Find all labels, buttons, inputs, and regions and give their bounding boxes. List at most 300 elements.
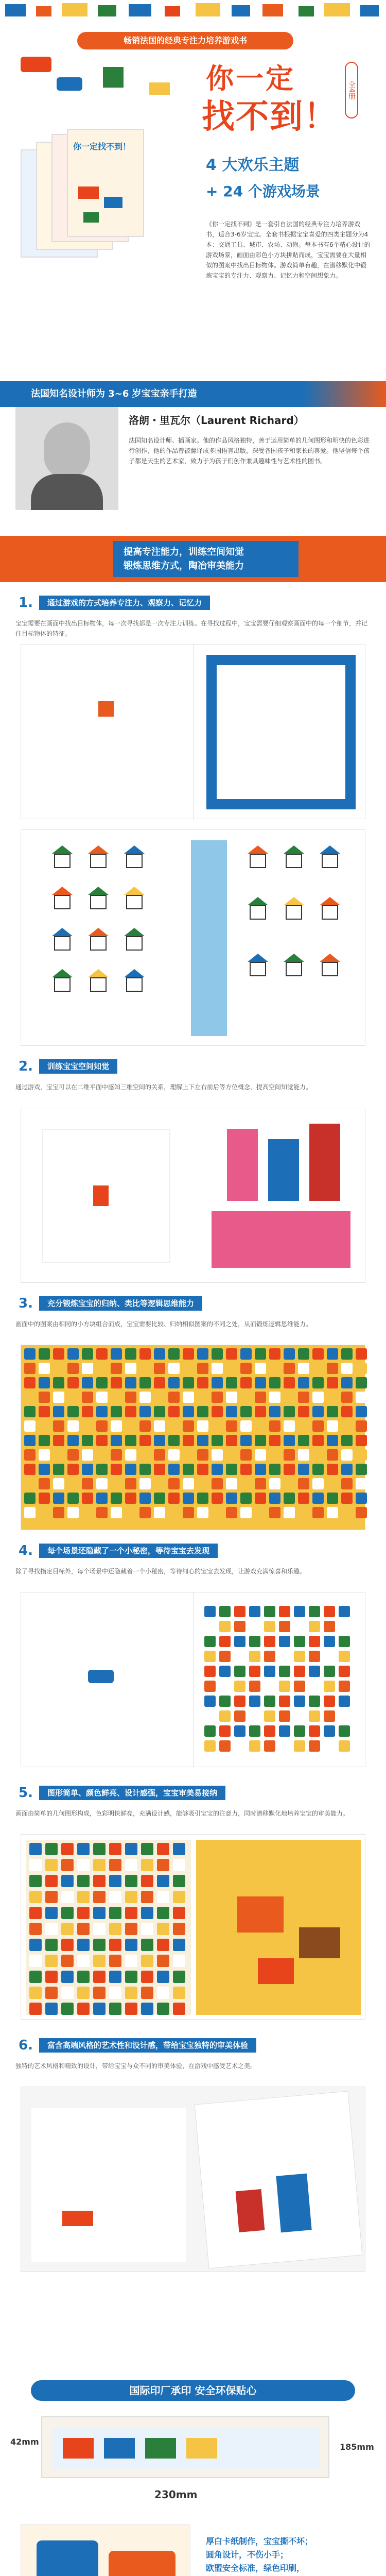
mosaic-tile [154,1449,165,1461]
mosaic-tile [356,1348,367,1360]
mosaic-tile [264,1666,275,1677]
mosaic-tile [39,1464,50,1475]
mosaic-tile [234,1681,245,1692]
mosaic-tile [312,1464,324,1475]
mosaic-tile [77,2003,90,2015]
mosaic-tile [67,1449,79,1461]
mosaic-tile [168,1449,180,1461]
mosaic-tile [53,1478,64,1489]
mosaic-tile [111,1493,122,1504]
mosaic-tile [269,1420,280,1432]
mosaic-tile [168,1478,180,1489]
mosaic-tile [173,1955,185,1967]
mosaic-tile [183,1392,194,1403]
author-bio: 法国知名设计师、插画家。他的作品风格独特，善于运用简单的几何图形和明快的色彩进行创作，他的作品曾被翻译成多国语言出版，深受各国孩子和家长的喜爱。他坚信每个孩子都是天生的艺术家，致力于为孩子们创作兼具趣味性与艺术性的图书。 [129,437,370,465]
mosaic-tile [312,1493,324,1504]
mosaic-tile [109,1907,121,1919]
mosaic-tile [77,1939,90,1951]
mosaic-tile [226,1377,237,1388]
mosaic-tile [255,1392,266,1403]
mosaic-tile [111,1363,122,1374]
mosaic-tile [219,1651,231,1662]
mosaic-tile [109,1939,121,1951]
mosaic-tile [45,2003,58,2015]
mosaic-tile [125,1348,136,1360]
mosaic-tile [168,1392,180,1403]
mosaic-tile [298,1406,309,1417]
mosaic-tile [96,1449,108,1461]
feature-line: 厚白卡纸制作，宝宝撕不坏； [206,2536,313,2546]
page-divider [193,1592,194,1768]
mosaic-tile [327,1507,338,1518]
mosaic-tile [53,1392,64,1403]
mosaic-tile [339,1636,350,1647]
mosaic-tile [341,1478,353,1489]
mosaic-tile [309,1725,320,1737]
mosaic-tile [77,1971,90,1983]
mosaic-tile [96,1406,108,1417]
mosaic-tile [168,1377,180,1388]
mosaic-tile [183,1464,194,1475]
mosaic-tile [197,1363,208,1374]
mosaic-tile [61,2003,74,2015]
mosaic-tile [309,1696,320,1707]
mosaic-tile [82,1348,93,1360]
mosaic-tile [219,1606,231,1617]
mosaic-tile [141,1987,153,1999]
mosaic-tile [309,1636,320,1647]
mosaic-tile [61,1859,74,1871]
mosaic-tile [24,1464,36,1475]
mosaic-tile [284,1348,295,1360]
mosaic-tile [234,1666,245,1677]
mosaic-tile [269,1377,280,1388]
hero-title-line1: 你一定 [206,62,295,95]
mosaic-tile [212,1377,223,1388]
mosaic-tile [269,1449,280,1461]
mosaic-tile [183,1507,194,1518]
mosaic-tile [109,1891,121,1903]
mosaic-tile [212,1493,223,1504]
mosaic-tile [204,1740,216,1752]
mosaic-tile [24,1348,36,1360]
mosaic-tile [226,1464,237,1475]
mosaic-tile [173,1987,185,1999]
mosaic-tile [341,1377,353,1388]
mosaic-tile [249,1651,260,1662]
mosaic-tile [219,1621,231,1632]
mosaic-tile [125,1377,136,1388]
mosaic-tile [82,1406,93,1417]
mosaic-tile [255,1478,266,1489]
mosaic-tile [298,1348,309,1360]
mosaic-tile [249,1725,260,1737]
section-title: 富含高端风格的艺术性和设计感，带给宝宝独特的审美体验 [39,2038,256,2053]
mosaic-tile [39,1478,50,1489]
mosaic-tile [327,1435,338,1446]
mosaic-tile [125,1891,137,1903]
mosaic-tile [109,1843,121,1855]
mosaic-tile [96,1392,108,1403]
mosaic-tile [309,1740,320,1752]
mosaic-tile [173,1843,185,1855]
feature-image [21,2524,190,2576]
section-2-header [15,1056,371,1077]
section-1-spread-image [21,644,365,819]
mosaic-tile [154,1507,165,1518]
mosaic-tile [240,1478,252,1489]
mosaic-tile [264,1681,275,1692]
section-4-spread-image [21,1592,365,1767]
section-number: 4. [19,1543,33,1558]
mosaic-tile [341,1449,353,1461]
mosaic-tile [226,1435,237,1446]
mosaic-tile [29,2003,42,2015]
mosaic-tile [284,1377,295,1388]
mosaic-tile [24,1377,36,1388]
mosaic-tile [157,1955,169,1967]
mosaic-tile [93,1971,106,1983]
mosaic-tile [255,1493,266,1504]
mosaic-tile [82,1493,93,1504]
section-desc: 画面由简单的几何图形构成，色彩明快鲜亮，充满设计感，能够吸引宝宝的注意力，同时潜移默化地培养宝宝的审美能力。 [15,1810,349,1817]
section-1-header [15,592,371,613]
mosaic-tile [77,1875,90,1887]
car-icon [88,1670,114,1683]
mosaic-tile [125,1939,137,1951]
mosaic-tile [61,1875,74,1887]
mosaic-tile [324,1621,335,1632]
mosaic-tile [61,1923,74,1935]
mosaic-tile [173,1939,185,1951]
mosaic-tile [93,1955,106,1967]
mosaic-tile [264,1725,275,1737]
mosaic-tile [356,1363,367,1374]
section-title: 充分锻炼宝宝的归纳、类比等逻辑思维能力 [39,1296,202,1311]
mosaic-tile [204,1725,216,1737]
mosaic-tile [183,1406,194,1417]
mosaic-tile [183,1478,194,1489]
mosaic-tile [39,1406,50,1417]
mosaic-tile [298,1363,309,1374]
mosaic-tile [219,1740,231,1752]
mosaic-tile [45,1923,58,1935]
mosaic-tile [294,1710,305,1722]
section-title: 每个场景还隐藏了一个小秘密，等待宝宝去发现 [39,1544,218,1558]
mosaic-tile [264,1696,275,1707]
mosaic-tile [139,1493,151,1504]
mosaic-tile [77,1859,90,1871]
mosaic-tile [29,1843,42,1855]
mosaic-tile [139,1348,151,1360]
decor-house-icon [103,67,124,88]
mosaic-tile [226,1493,237,1504]
mosaic-tile [255,1363,266,1374]
mosaic-tile [39,1377,50,1388]
mosaic-tile [96,1348,108,1360]
volume-badge: 全4册 [345,62,358,118]
mosaic-tile [24,1507,36,1518]
road [191,840,227,1036]
mosaic-tile [197,1392,208,1403]
mosaic-tile [234,1696,245,1707]
mosaic-tile [157,2003,169,2015]
mosaic-tile [24,1406,36,1417]
section-6-header [15,2035,371,2056]
mosaic-tile [125,1955,137,1967]
mosaic-tile [324,1636,335,1647]
mosaic-tile [212,1348,223,1360]
mosaic-tile [255,1406,266,1417]
mosaic-tile [240,1464,252,1475]
mosaic-tile [77,1923,90,1935]
mosaic-tile [168,1493,180,1504]
mosaic-tile [109,1971,121,1983]
mosaic-tile [183,1348,194,1360]
mosaic-tile [61,1907,74,1919]
mosaic-tile [269,1435,280,1446]
bus-icon [62,2211,93,2226]
building-icon [227,1129,258,1201]
mosaic-tile [109,2003,121,2015]
mosaic-tile [111,1392,122,1403]
mosaic-tile [141,1875,153,1887]
cow-icon [237,1896,284,1933]
mosaic-tile [264,1651,275,1662]
mosaic-tile [77,1987,90,1999]
mosaic-tile [309,1651,320,1662]
mosaic-tile [234,1651,245,1662]
mosaic-tile [53,1493,64,1504]
book-cover-title: 你一定找不到！ [73,142,131,151]
mosaic-tile [125,1406,136,1417]
mosaic-tile [309,1606,320,1617]
section-6-spread-image [21,2087,365,2272]
mosaic-tile [279,1621,290,1632]
mosaic-tile [141,1955,153,1967]
mosaic-tile [29,1939,42,1951]
mosaic-tile [249,1606,260,1617]
mosaic-tile [219,1710,231,1722]
mosaic-tile [298,1449,309,1461]
mosaic-tile [197,1435,208,1446]
mosaic-tile [279,1681,290,1692]
mosaic-tile [204,1651,216,1662]
mosaic-tile [111,1406,122,1417]
mosaic-tile [173,1859,185,1871]
feature-line: 圆角设计，不伤小手； [206,2550,289,2560]
mosaic-tile [284,1464,295,1475]
mosaic-tile [279,1696,290,1707]
section-desc: 除了寻找指定目标外，每个场景中还隐藏着一个小秘密，等待细心的宝宝去发现，让游戏充满惊喜和乐趣。 [15,1568,306,1575]
mosaic-tile [154,1348,165,1360]
mosaic-tile [111,1348,122,1360]
mosaic-tile [24,1493,36,1504]
mosaic-tile [279,1636,290,1647]
mosaic-tile [219,1636,231,1647]
mosaic-tile [341,1507,353,1518]
mosaic-tile [93,1891,106,1903]
mosaic-tile [125,1449,136,1461]
certification-banner: 国际印厂承印 安全环保贴心 [31,2380,355,2401]
mosaic-tile [264,1621,275,1632]
mosaic-tile [125,1859,137,1871]
mosaic-tile [125,1923,137,1935]
spec-depth: 42mm [10,2437,39,2447]
mosaic-tile [269,1507,280,1518]
mosaic-tile [324,1651,335,1662]
mosaic-tile [168,1507,180,1518]
feature-list [206,2535,329,2576]
mosaic-tile [212,1464,223,1475]
mosaic-tile [219,1696,231,1707]
mosaic-tile [226,1420,237,1432]
mosaic-tile [312,1420,324,1432]
mosaic-tile [93,1875,106,1887]
mosaic-tile [327,1464,338,1475]
section-desc: 通过游戏，宝宝可以在二维平面中感知三维空间的关系，理解上下左右前后等方位概念，提高空间知觉能力。 [15,1083,312,1091]
road [212,1211,350,1268]
mosaic-tile [339,1740,350,1752]
mosaic-tile [269,1348,280,1360]
mosaic-tile [249,1710,260,1722]
mosaic-tile [141,1859,153,1871]
building-icon [268,1139,299,1201]
mosaic-tile [284,1478,295,1489]
mosaic-tile [39,1449,50,1461]
hero-section [0,21,386,422]
mosaic-tile [212,1363,223,1374]
mosaic-tile [157,1875,169,1887]
houses-spread-image [21,829,365,1046]
mosaic-tile [339,1710,350,1722]
mosaic-tile [53,1435,64,1446]
section-5-header [15,1783,371,1803]
mosaic-tile [219,1725,231,1737]
mosaic-tile [139,1392,151,1403]
mosaic-tile [327,1363,338,1374]
mosaic-tile [240,1348,252,1360]
mosaic-tile [204,1621,216,1632]
mosaic-tile [67,1493,79,1504]
mosaic-tile [39,1392,50,1403]
mosaic-tile [240,1435,252,1446]
mosaic-tile [53,1449,64,1461]
mosaic-tile [204,1606,216,1617]
mosaic-tile [77,1891,90,1903]
goals-line1: 提高专注能力，训练空间知觉 [124,547,244,557]
mosaic-tile [93,2003,106,2015]
mosaic-tile [141,1891,153,1903]
section-3-spread-image [21,1345,365,1530]
mosaic-tile [67,1420,79,1432]
mosaic-tile [77,1907,90,1919]
mosaic-tile [139,1478,151,1489]
mosaic-tile [53,1363,64,1374]
mosaic-tile [82,1377,93,1388]
mosaic-tile [327,1377,338,1388]
mosaic-tile [29,1971,42,1983]
mosaic-tile [93,1843,106,1855]
section-2-spread-image [21,1108,365,1283]
mosaic-tile [294,1621,305,1632]
mosaic-tile [154,1406,165,1417]
mosaic-tile [139,1406,151,1417]
mosaic-tile [226,1348,237,1360]
mosaic-tile [168,1420,180,1432]
mosaic-tile [67,1406,79,1417]
cow-icon [299,1927,340,1958]
mosaic-tile [234,1606,245,1617]
mosaic-tile [29,1875,42,1887]
mosaic-tile [197,1507,208,1518]
mosaic-tile [339,1666,350,1677]
mosaic-tile [141,1907,153,1919]
mosaic-tile [29,1955,42,1967]
mosaic-tile [154,1435,165,1446]
mosaic-tile [168,1464,180,1475]
section-desc: 画面中的图案由相同的小方块组合而成，宝宝需要比较、归纳相似图案的不同之处，从而锻炼逻辑思维能力。 [15,1320,312,1328]
mosaic-tile [125,1363,136,1374]
mosaic-tile [45,1907,58,1919]
decor-car-icon [57,77,82,91]
mosaic-tile [67,1507,79,1518]
mosaic-tile [356,1449,367,1461]
mosaic-tile [197,1449,208,1461]
mosaic-tile [312,1507,324,1518]
mosaic-tile [356,1435,367,1446]
mosaic-tile [249,1681,260,1692]
mosaic-tile [309,1681,320,1692]
mosaic-tile [226,1478,237,1489]
mosaic-tile [279,1725,290,1737]
mosaic-tile [29,1859,42,1871]
mosaic-tile [212,1449,223,1461]
mosaic-tile [197,1478,208,1489]
mosaic-tile [39,1363,50,1374]
mosaic-tile [96,1363,108,1374]
mosaic-tile [77,1843,90,1855]
section-title: 图形简单、颜色鲜亮、设计感强，宝宝审美易接纳 [39,1786,225,1800]
mosaic-tile [39,1435,50,1446]
mosaic-tile [53,1377,64,1388]
hero-title-line2: 找不到！ [202,98,338,136]
mosaic-tile [255,1464,266,1475]
mosaic-tile [168,1363,180,1374]
mosaic-tile [183,1449,194,1461]
mosaic-tile [212,1392,223,1403]
mosaic-tile [39,1420,50,1432]
mosaic-tile [234,1725,245,1737]
mosaic-tile [284,1406,295,1417]
mosaic-tile [141,1923,153,1935]
mosaic-tile [204,1636,216,1647]
mosaic-tile [139,1507,151,1518]
mosaic-tile [67,1392,79,1403]
mosaic-tile [255,1377,266,1388]
mosaic-tile [269,1406,280,1417]
mosaic-tile [125,1493,136,1504]
mosaic-tile [96,1377,108,1388]
mosaic-tile [312,1449,324,1461]
mosaic-tile [284,1420,295,1432]
section-3-header [15,1293,371,1314]
mosaic-tile [234,1636,245,1647]
mosaic-tile [24,1392,36,1403]
mosaic-tile [255,1420,266,1432]
mosaic-tile [240,1363,252,1374]
mosaic-tile [173,1891,185,1903]
